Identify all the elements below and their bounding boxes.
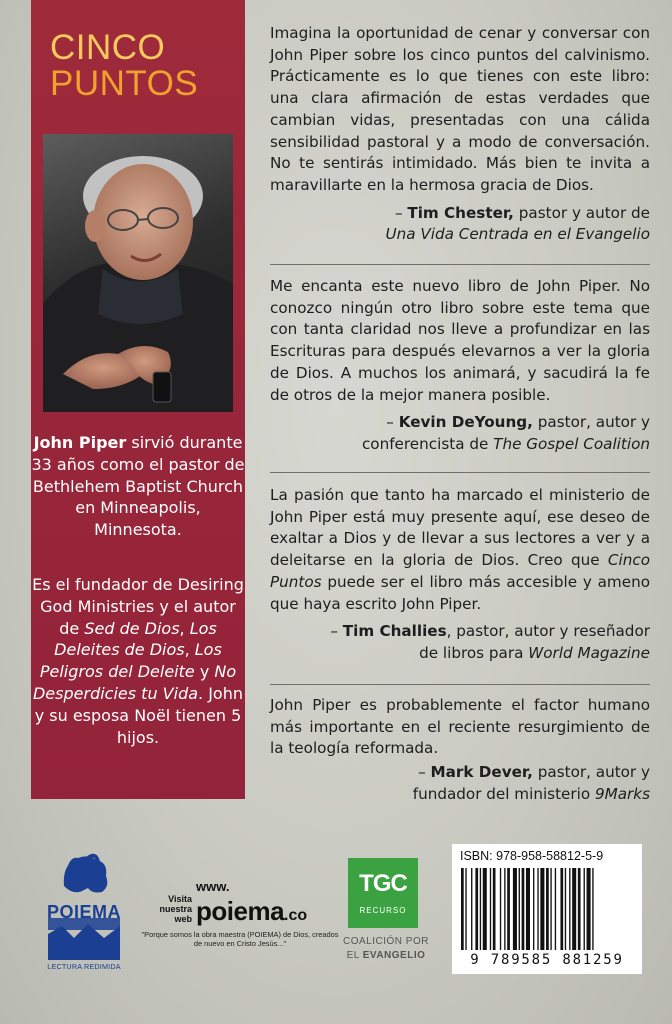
book-reference: Cinco Puntos	[270, 551, 650, 591]
endorsement-4	[270, 695, 650, 806]
tgc-coalicion: COALICIÓN POR	[343, 936, 429, 947]
author-bio-paragraph-2	[31, 574, 245, 748]
endorsement-3	[270, 485, 650, 665]
endorser-work: Una Vida Centrada en el Evangelio	[385, 225, 650, 244]
poiema-wordmark: POIEMA	[46, 902, 121, 922]
url-tld: .co	[284, 907, 308, 924]
divider	[270, 684, 650, 685]
barcode-bar	[475, 868, 478, 950]
endorsement-attribution	[270, 412, 650, 455]
barcode-bar	[513, 868, 517, 950]
barcode-bar	[592, 868, 593, 950]
endorser-organization: World Magazine	[528, 643, 650, 662]
title-line-1: CINCO	[50, 28, 166, 67]
endorser-name: Tim Challies	[342, 622, 447, 641]
endorser-organization: The Gospel Coalition	[493, 434, 650, 453]
endorser-role: pastor, autor y	[532, 763, 650, 782]
barcode-bar	[569, 868, 570, 950]
tgc-el: EL	[346, 950, 363, 961]
barcode-bar	[490, 868, 491, 950]
barcode-bar	[526, 868, 530, 950]
book-reference: No Desperdicies tu Vida	[32, 662, 237, 703]
endorsement-attribution	[270, 762, 650, 805]
barcode-icon	[459, 868, 635, 950]
barcode-bar	[540, 868, 544, 950]
attribution-dash: –	[394, 203, 408, 222]
author-portrait-illustration	[43, 134, 233, 412]
attribution-dash: –	[330, 622, 343, 641]
endorser-role-cont: fundador del ministerio	[412, 784, 595, 803]
endorser-name: Kevin DeYoung,	[398, 413, 533, 432]
barcode-bar	[519, 868, 520, 950]
tgc-letters: TGC	[359, 870, 407, 897]
endorsement-quote: Me encanta este nuevo libro de John Piper. No conozco ningún otro libro sobre este tema que con tanta claridad nos lleve a profundizar en las Escrituras para después elevarnos a ver la gloria de Dios. A muchos los animará, y sacudirá la fe de otros de la mejor manera posible.	[270, 277, 650, 404]
book-reference: Los Peligros del Deleite	[39, 640, 222, 682]
author-photo	[43, 134, 233, 412]
author-bio-paragraph-1	[31, 432, 245, 541]
isbn-label: ISBN: 978-958-58812-5-9	[460, 849, 604, 863]
barcode-bar	[560, 868, 563, 950]
book-reference: Los Deleites de Dios	[54, 618, 217, 660]
barcode-bar	[504, 868, 505, 950]
visit-label: Visita nuestra web	[159, 894, 192, 924]
divider	[270, 472, 650, 473]
endorsement-attribution	[270, 203, 650, 246]
endorser-role: pastor, autor y	[532, 413, 650, 432]
barcode-bar	[507, 868, 510, 950]
barcode-bar	[550, 868, 551, 950]
bio-text: ,	[184, 640, 195, 660]
barcode-bar	[584, 868, 585, 950]
endorsement-quote: Imagina la oportunidad de cenar y conversar con John Piper sobre los cinco puntos del calvinismo. Prácticamente es lo que tienes con este libro: una clara afirmación de estas verdades que cambian vidas, presentadas con una cálida sensibilidad pastoral y a modo de conversación. No te sentirás intimidado. Más bien te invita a maravillarte en la hermosa gracia de Dios.	[270, 24, 650, 194]
barcode-bar	[483, 868, 487, 950]
tgc-logo	[332, 858, 440, 968]
barcode-bar	[587, 868, 591, 950]
barcode-bar	[493, 868, 496, 950]
barcode-bar	[572, 868, 576, 950]
book-title	[50, 30, 198, 102]
divider	[270, 264, 650, 265]
url-www: www.	[196, 879, 230, 894]
barcode-bar	[565, 868, 566, 950]
endorser-name: Mark Dever,	[430, 763, 533, 782]
endorser-organization: 9Marks	[594, 784, 650, 803]
endorsement-quote	[270, 485, 650, 615]
barcode-bar	[471, 868, 472, 950]
barcode-bar	[461, 868, 464, 950]
barcode-bar	[500, 868, 501, 950]
barcode-bar	[537, 868, 538, 950]
website-url[interactable]	[196, 878, 307, 927]
tgc-evangelio-word: EVANGELIO	[362, 950, 426, 961]
bio-text: sirvió durante 33 años como el pastor de Bethlehem Baptist Church en Minneapolis, Minnesota.	[31, 433, 245, 540]
barcode-bar	[522, 868, 525, 950]
poiema-logo	[44, 852, 124, 974]
endorser-role-cont: de libros para	[419, 643, 529, 662]
isbn-barcode-box	[452, 844, 642, 974]
endorser-role: pastor y autor de	[513, 203, 650, 222]
bio-text: ,	[179, 618, 190, 638]
barcode-digits: 9 789585 881259	[470, 952, 624, 968]
quote-text: puede ser el libro más accesible y ameno que haya escrito John Piper.	[270, 572, 650, 613]
tgc-recurso: RECURSO	[359, 906, 407, 915]
endorsement-2	[270, 276, 650, 456]
poiema-tagline: LECTURA REDIMIDA	[47, 962, 121, 971]
endorsement-attribution	[270, 621, 650, 664]
author-name: John Piper	[33, 433, 127, 452]
attribution-dash: –	[386, 413, 399, 432]
endorsement-1	[270, 23, 650, 246]
barcode-bar	[578, 868, 581, 950]
barcode-bar	[533, 868, 534, 950]
quote-text: La pasión que tanto ha marcado el ministerio de John Piper está muy presente aquí, ese deseo de exaltar a Dios y de llevar a sus lectores a ver y a deleitarse en la gloria de Dios. Creo que	[270, 486, 650, 570]
publisher-motto: "Porque somos la obra maestra (POIEMA) de Dios, creados de nuevo en Cristo Jesús..."	[141, 930, 339, 948]
title-line-2: PUNTOS	[50, 64, 199, 103]
barcode-bar	[480, 868, 481, 950]
url-name: poiema	[196, 896, 285, 926]
endorser-role-cont: conferencista de	[361, 434, 494, 453]
bio-text: Es el fundador de Desiring God Ministries y el autor de	[32, 575, 244, 638]
endorsement-quote: John Piper es probablemente el factor humano más importante en el reciente resurgimiento de la teología reformada.	[270, 696, 650, 758]
barcode-bar	[465, 868, 466, 950]
attribution-dash: –	[418, 763, 431, 782]
tgc-evangelio	[332, 950, 440, 961]
bio-text: y	[194, 662, 215, 682]
tgc-badge	[348, 858, 418, 928]
bio-text: . John y su esposa Noël tienen 5 hijos.	[34, 683, 243, 747]
barcode-bar	[546, 868, 549, 950]
endorser-role: , pastor, autor y reseñador	[446, 622, 650, 641]
publisher-website[interactable]	[140, 870, 340, 965]
barcode-bar	[555, 868, 556, 950]
book-reference: Sed de Dios	[84, 618, 180, 638]
endorser-name: Tim Chester,	[407, 203, 514, 222]
